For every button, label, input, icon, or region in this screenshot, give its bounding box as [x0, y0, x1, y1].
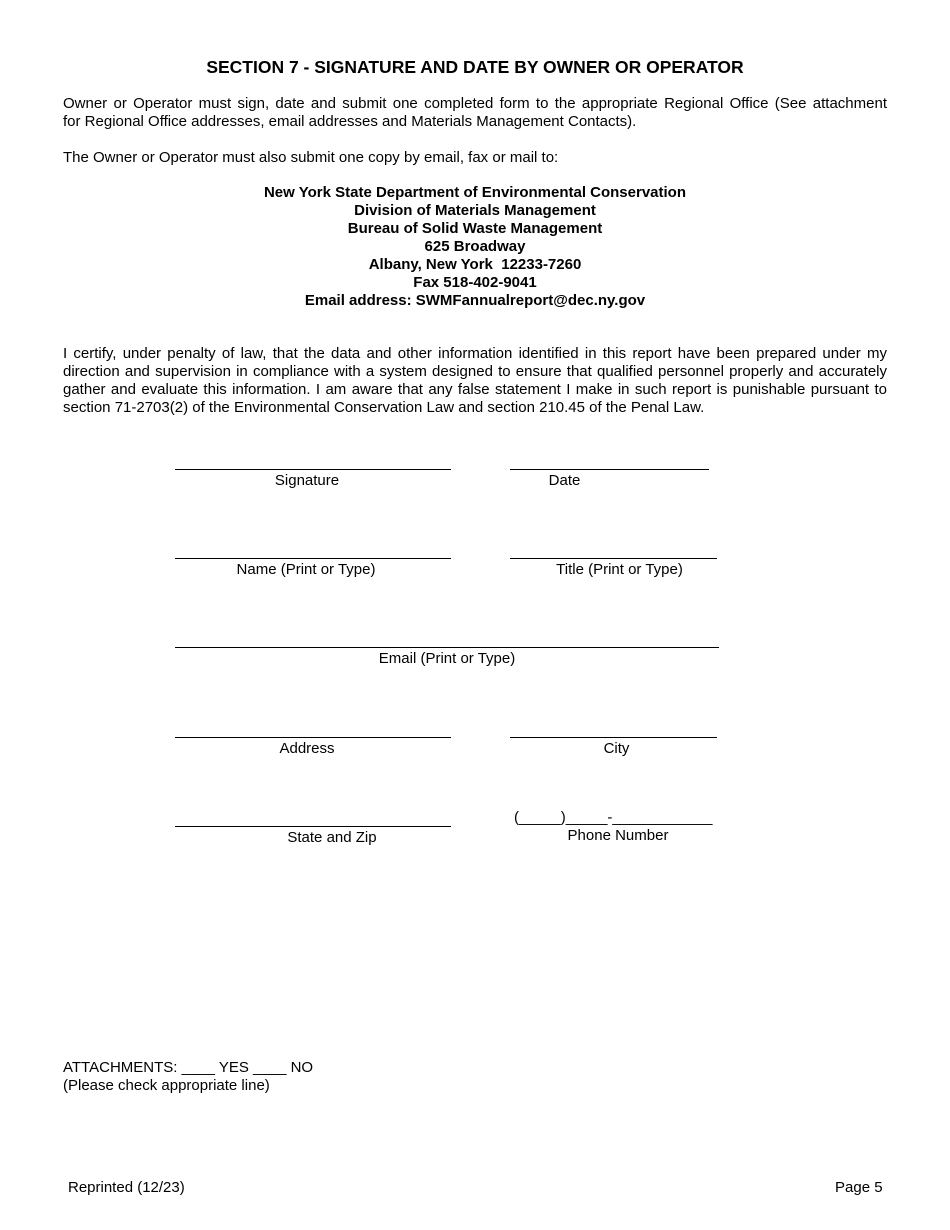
state-zip-field[interactable]	[175, 807, 451, 846]
title-field[interactable]	[510, 539, 717, 578]
state-zip-label: State and Zip	[287, 829, 377, 846]
address-field[interactable]	[175, 718, 451, 757]
section-title: SECTION 7 - SIGNATURE AND DATE BY OWNER OR OPERATOR	[206, 57, 744, 77]
email-field[interactable]	[175, 628, 719, 667]
certification-line: section 71-2703(2) of the Environmental Conservation Law and section 210.45 of the Penal Law.	[63, 399, 705, 416]
state-zip-line[interactable]	[175, 807, 451, 827]
phone-field[interactable]	[514, 808, 720, 844]
attachments-line[interactable]: ATTACHMENTS: ____ YES ____ NO	[63, 1059, 314, 1076]
city-label: City	[603, 740, 630, 757]
email-address: Email address: SWMFannualreport@dec.ny.gov	[304, 292, 646, 309]
name-label: Name (Print or Type)	[236, 561, 376, 578]
date-field[interactable]	[510, 450, 709, 489]
title-line[interactable]	[510, 539, 717, 559]
email-label: Email (Print or Type)	[378, 650, 516, 667]
name-field[interactable]	[175, 539, 451, 578]
mailing-address-block	[0, 184, 950, 310]
date-line[interactable]	[510, 450, 709, 470]
city-line[interactable]	[510, 718, 717, 738]
phone-label: Phone Number	[567, 827, 669, 844]
address-line: Division of Materials Management	[354, 202, 596, 219]
fax-number: Fax 518-402-9041	[413, 274, 537, 291]
intro-paragraph	[63, 95, 887, 131]
signature-line[interactable]	[175, 450, 451, 470]
certification-line: direction and supervision in compliance with a system designed to ensure that qualified personnel properly and accurately	[63, 363, 887, 380]
certification-line: gather and evaluate this information. I am aware that any false statement I make in such report is punishable pursuant to	[63, 381, 887, 398]
phone-number-blanks[interactable]: (_____)_____-____________	[514, 809, 713, 826]
signature-label: Signature	[274, 472, 340, 489]
title-label: Title (Print or Type)	[556, 561, 683, 578]
email-line[interactable]	[175, 628, 719, 648]
intro-line-1: Owner or Operator must sign, date and submit one completed form to the appropriate Regional Office (See attachment	[63, 95, 887, 112]
date-label: Date	[548, 472, 581, 489]
certification-line: I certify, under penalty of law, that the data and other information identified in this report have been prepared under my	[63, 345, 887, 362]
reprinted-date: Reprinted (12/23)	[68, 1179, 185, 1196]
signature-field[interactable]	[175, 450, 451, 489]
address-line: Albany, New York 12233-7260	[368, 256, 582, 273]
address-label: Address	[279, 740, 335, 757]
copy-instruction: The Owner or Operator must also submit one copy by email, fax or mail to:	[63, 149, 559, 166]
address-line: Bureau of Solid Waste Management	[347, 220, 603, 237]
attachments-note: (Please check appropriate line)	[63, 1077, 270, 1094]
address-line-input[interactable]	[175, 718, 451, 738]
intro-line-2: for Regional Office addresses, email addresses and Materials Management Contacts).	[63, 113, 637, 130]
address-line: 625 Broadway	[424, 238, 526, 255]
name-line[interactable]	[175, 539, 451, 559]
attachments-block	[63, 1059, 313, 1095]
certification-paragraph	[63, 345, 887, 417]
city-field[interactable]	[510, 718, 717, 757]
address-line: New York State Department of Environmental Conservation	[263, 184, 687, 201]
page-number: Page 5	[835, 1179, 883, 1196]
